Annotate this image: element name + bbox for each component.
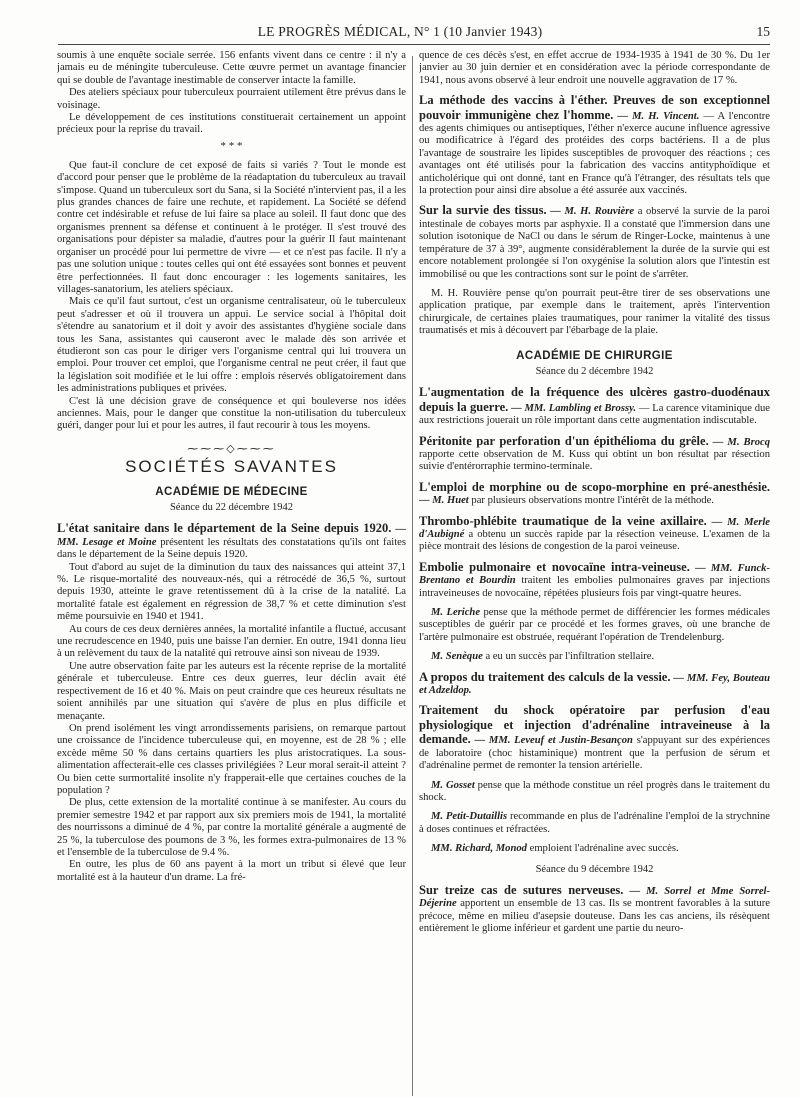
continued-paragraph: quence de ces décès s'est, en effet accrue de 1934-1935 à 1941 de 30 %. Du 1er janvier au 30 juin dernier et en considération avec la période correspondante de 1941, nous avons observé à leur endroit une nouvelle aggravation de 17 %. — [419, 50, 770, 86]
surgery-items — [419, 386, 770, 855]
item-paragraph — [419, 561, 770, 600]
item-text: s'appuyant sur des expériences de laboratoire (choc histaminique) montrent que la perfusion de sérum et d'adrénaline permet de remonter la tension artérielle. — [419, 735, 770, 772]
item-text: a obtenu un succès rapide par la résection veineuse. L'examen de la pièce montrait des lésions de congestion de la paroi veineuse. — [419, 529, 770, 553]
item-text: pense que la méthode permet de différencier les formes médicales susceptibles de guérir par ce procédé et les formes graves, où une branche de l'artère pulmonaire est obstruée, requérant l'opération de Trendelenburg. — [419, 607, 770, 643]
page-number: 15 — [756, 24, 770, 39]
asterism: * * * — [220, 139, 243, 152]
page-header — [0, 22, 800, 44]
item-authors: — M. Merle d'Aubigné — [419, 516, 770, 540]
body-paragraph: C'est là une décision grave de conséquence et qui bouleverse nos idées anciennes. Mais, pour le danger que constitue la non-utilisation du tuberculeux guéri, danger pour lui et pour les autres, il faut recourir à tous les moyens. — [57, 395, 406, 432]
item-text: par plusieurs observations montre l'intérêt de la méthode. — [468, 495, 714, 507]
item-authors: — M. H. Rouvière — [550, 206, 635, 218]
item-authors: — M. Huet — [419, 495, 469, 507]
item-paragraph — [419, 386, 770, 427]
session-date: Séance du 9 décembre 1942 — [535, 863, 654, 875]
item-authors: — M. H. Vincent. — [617, 110, 700, 122]
article-paragraph: Au cours de ces deux dernières années, la mortalité infantile a fluctué, accusant une recrudescence en 1940, puis une baisse l'an dernier. En outre, 1941 donna lieu à un relèvement du taux de la natalité qui retrouve ainsi son niveau de 1939. — [57, 623, 406, 660]
session-date: Séance du 2 décembre 1942 — [535, 365, 654, 377]
item-paragraph — [419, 671, 770, 698]
item-text: pense que la méthode constitue un réel progrès dans le traitement du shock. — [419, 779, 770, 803]
article-heading: L'état sanitaire dans le département de la Seine depuis 1920. — [57, 521, 392, 536]
item-authors: M. Petit-Dutaillis — [431, 811, 508, 823]
item-authors: — MM. Leveuf et Justin-Besançon — [474, 735, 633, 747]
article-authors: — MM. Lesage et Moine — [57, 524, 406, 548]
item-authors: M. Leriche — [431, 607, 481, 619]
running-title: LE PROGRÈS MÉDICAL, N° 1 (10 Janvier 1943) — [257, 24, 543, 39]
final-item — [419, 884, 770, 936]
item-authors: M. Gosset — [431, 779, 475, 791]
item-paragraph — [419, 288, 770, 338]
item-text: traitent les embolies pulmonaires graves par injections intraveineuses de novocaïne, répétées plusieurs fois par vingt-quatre heures. — [419, 575, 770, 599]
item-paragraph — [419, 607, 770, 644]
item-paragraph — [419, 435, 770, 474]
item-heading: Traitement du shock opératoire par perfusion d'eau physiologique et injection d'adrénaline intraveineuse à la demande. — [419, 703, 770, 747]
academy-heading: ACADÉMIE DE CHIRURGIE — [516, 349, 673, 362]
item-authors: — M. Sorrel et Mme Sorrel-Déjerine — [419, 885, 770, 910]
item-text: M. H. Rouvière pense qu'on pourrait peut-être tirer de ses observations une application pratique, par exemple dans le traitement, après l'intervention chirurgicale, de certaines plaies traumatiques, pour ranimer la vitalité des tissus traumatisés et mis à découvert par l'ébarbage de la plaie. — [419, 287, 770, 337]
item-heading: A propos du traitement des calculs de la vessie. — [419, 669, 671, 684]
academy-heading: ACADÉMIE DE MÉDECINE — [155, 485, 308, 498]
item-authors: M. Senèque — [431, 651, 483, 663]
left-column — [57, 50, 406, 1090]
item-authors: — MM. Fey, Bouteau et Adzeldop. — [419, 672, 770, 697]
item-paragraph — [419, 204, 770, 280]
item-paragraph — [419, 515, 770, 554]
item-heading: Sur la survie des tissus. — [419, 203, 547, 218]
intro-paragraph: Des ateliers spéciaux pour tuberculeux pourraient utilement être prévus dans le voisinage. — [57, 87, 406, 111]
article-paragraph: Une autre observation faite par les auteurs est la récente reprise de la mortalité générale et tuberculeuse. Entre ces deux guerres, leur déclin avait été respectivement de 16 et 40 %. Mais on peut craindre que ces heureux résultats ne soient annihilés par une situation qui s'avère de plus en plus difficile et menaçante. — [57, 660, 406, 722]
item-text: a observé la survie de la paroi intestinale de cobayes morts par asphyxie. Il a constaté que l'immersion dans une solution isotonique de NaCl ou dans le sérum de Ringer-Locke, maintenus à une température de 37 à 39°, augmente considérablement la durée de la survie qui est encore notablement prolongée si l'on oxygénise la solution alors que l'intestin est immobilisé ou que les contractions sont sur le point de s'arrêter. — [419, 206, 770, 280]
session-date: Séance du 22 décembre 1942 — [169, 502, 294, 513]
item-heading: Sur treize cas de sutures nerveuses. — [419, 882, 624, 897]
item-authors: — MM. Funck-Brentano et Bourdin — [419, 562, 770, 587]
article-lead-text: présentent les résultats des constatations qu'ils ont faites dans le département de la Seine depuis 1920. — [57, 536, 406, 561]
item-paragraph — [419, 780, 770, 805]
item-text: a eu un succès par l'infiltration stellaire. — [482, 651, 655, 663]
item-authors: — MM. Lambling et Brossy. — [511, 402, 637, 414]
section-title: SOCIÉTÉS SAVANTES — [125, 457, 338, 477]
article-lead — [57, 522, 406, 561]
item-text: rapporte cette observation de M. Kuss qui obtint un bon résultat par résection suivie d'entérorraphie termino-terminale. — [419, 448, 770, 473]
item-authors: MM. Richard, Monod — [431, 843, 527, 855]
ornamental-divider: ⁓⁓⁓◇⁓⁓⁓ — [187, 442, 276, 455]
item-heading: L'augmentation de la fréquence des ulcères gastro-duodénaux depuis la guerre. — [419, 385, 770, 414]
article-paragraph: Tout d'abord au sujet de la diminution du taux des naissances qui atteint 37,1 %. Le risque-mortalité des nouveaux-nés, qui a rétrocédé de 36,5 %, surtout depuis 1930, atteinte le grave retentissement dû à la crise de la natalité. La mortalité fatale est également en régression de 38,7 % et cette diminution s'est même poursuivie en 1940 et 1941. — [57, 561, 406, 623]
item-heading: L'emploi de morphine ou de scopo-morphine en pré-anesthésie. — [419, 479, 770, 494]
item-paragraph — [419, 811, 770, 836]
item-paragraph — [419, 843, 770, 855]
medicine-items — [419, 94, 770, 337]
right-column — [419, 50, 770, 1090]
item-text: emploient l'adrénaline avec succès. — [526, 843, 679, 855]
item-authors: — M. Brocq — [712, 436, 770, 448]
article-paragraph: De plus, cette extension de la mortalité continue à se manifester. Au cours du premier semestre 1942 et par rapport aux six premiers mois de 1941, la mortalité des nourrissons a diminué de 4 %, par contre la mortalité générale a augmenté de 25 %, la tuberculose des poumons de 3 %, les formes extra-pulmonaires de 13 % et l'ensemble de la tuberculose de 9.4 %. — [57, 797, 406, 858]
header-rule — [58, 44, 770, 45]
item-text: — A l'encontre des agents chimiques ou antiseptiques, l'éther n'exerce aucune influence agressive ou modificatrice à l'égard des protéides des corps bactériens. Il a de plus l'avantage de soustraire les lipides susceptibles de provoquer des réactions ; ces avantages ont été utilisés pour la fabrication des vaccins antityphoïdique et anticholérique qui ont donné, tant en France qu'à l'étranger, des résultats tels que la protection pour ainsi dire absolue a été assurée aux vaccinés. — [419, 110, 770, 197]
item-text: apportent un ensemble de 13 cas. Ils se montrent favorables à la suture précoce, même en milieu d'asepsie douteuse. Dans les cas anciens, ils résèquent entièrement le gliome inférieur et gardent une partie du neuro- — [419, 898, 770, 935]
item-heading: La méthode des vaccins à l'éther. Preuves de son exceptionnel pouvoir immunigène chez l'homme. — [419, 93, 770, 122]
item-paragraph — [419, 704, 770, 772]
column-separator — [412, 56, 413, 1096]
item-text: recommande en plus de l'adrénaline l'emploi de la strychnine à doses continues et réfractées. — [419, 811, 770, 835]
article-paragraph: En outre, les plus de 60 ans payent à la mort un tribut si élevé que leur mortalité est à la hauteur d'un drame. La fré- — [57, 859, 406, 883]
body-paragraph: Que faut-il conclure de cet exposé de faits si variés ? Tout le monde est d'accord pour penser que le problème de la réadaptation du tuberculeux au travail s'impose. Quand un tuberculeux sort du Sana, si la Société n'intervient pas, il a les plus grandes chances de faire une rechute, et rapidement. La Société se défend contre cet indésirable et refuse de lui faire sa place au soleil. Il faut donc que des organismes prennent sa défense et continuent à le protéger. Il s'est trouvé des organisations pour dépister sa maladie, d'autres pour la guérir Il faut maintenant organiser un procédé pour lui permettre de vivre — et ce n'est pas facile. Il n'y a pas une solution unique : toutes celles qui ont été essayées sont bonnes et peuvent être perfectionnées. Il faut donc encourager : les logements sanitaires, les villages-sanatorium, les ateliers spéciaux. — [57, 159, 406, 295]
item-text: — La carence vitaminique due aux restrictions jouerait un rôle important dans cette augmentation indiscutable. — [419, 402, 770, 427]
body-paragraph: Mais ce qu'il faut surtout, c'est un organisme centralisateur, où le tuberculeux peut s'adresser et où il trouvera un appui. Le service social à l'hôpital doit s'étendre au sanatorium et il doit y avoir des assistantes d'hygiène sociale dans tous les Sana, assistantes qui causeront avec le malade dès son arrivée et étudieront son cas pour le diriger vers l'organisme central qui lui trouvera un emploi. Pour trouver cet emploi, que l'organisme central ne peut créer, il faut que la législation soit modifiée et le lui offre : emplois réservés obligatoirement dans les administrations publiques et privées. — [57, 296, 406, 395]
item-heading: Thrombo-phlébite traumatique de la veine axillaire. — [419, 513, 707, 528]
item-paragraph — [419, 884, 770, 936]
item-paragraph — [419, 94, 770, 197]
item-heading: Embolie pulmonaire et novocaïne intra-veineuse. — [419, 559, 690, 574]
item-paragraph — [419, 651, 770, 663]
item-heading: Péritonite par perforation d'un épithélioma du grêle. — [419, 433, 709, 448]
intro-paragraph: soumis à une enquête sociale serrée. 156 enfants vivent dans ce centre : il n'y a jamais eu de méningite tuberculeuse. Cette œuvre permet un avantage financier qui se double de l'avantage inestimable de conserver intacte la famille. — [57, 50, 406, 86]
article-paragraph: On prend isolément les vingt arrondissements parisiens, on remarque partout une croissance de l'incidence tuberculeuse qui, en moyenne, est de 28 % ; elle excède même 50 % dans certains quartiers les plus aristocratiques. La sous-alimentation affecterait-elle ces classes privilégiées ? Leur moral serait-il atteint ? Ou bien cette surmortalité insolite n'y frapperait-elle que certaines couches de la population ? — [57, 722, 406, 796]
intro-paragraph: Le développement de ces institutions constituerait certainement un appoint précieux pour la reprise du travail. — [57, 112, 406, 136]
item-paragraph — [419, 481, 770, 508]
